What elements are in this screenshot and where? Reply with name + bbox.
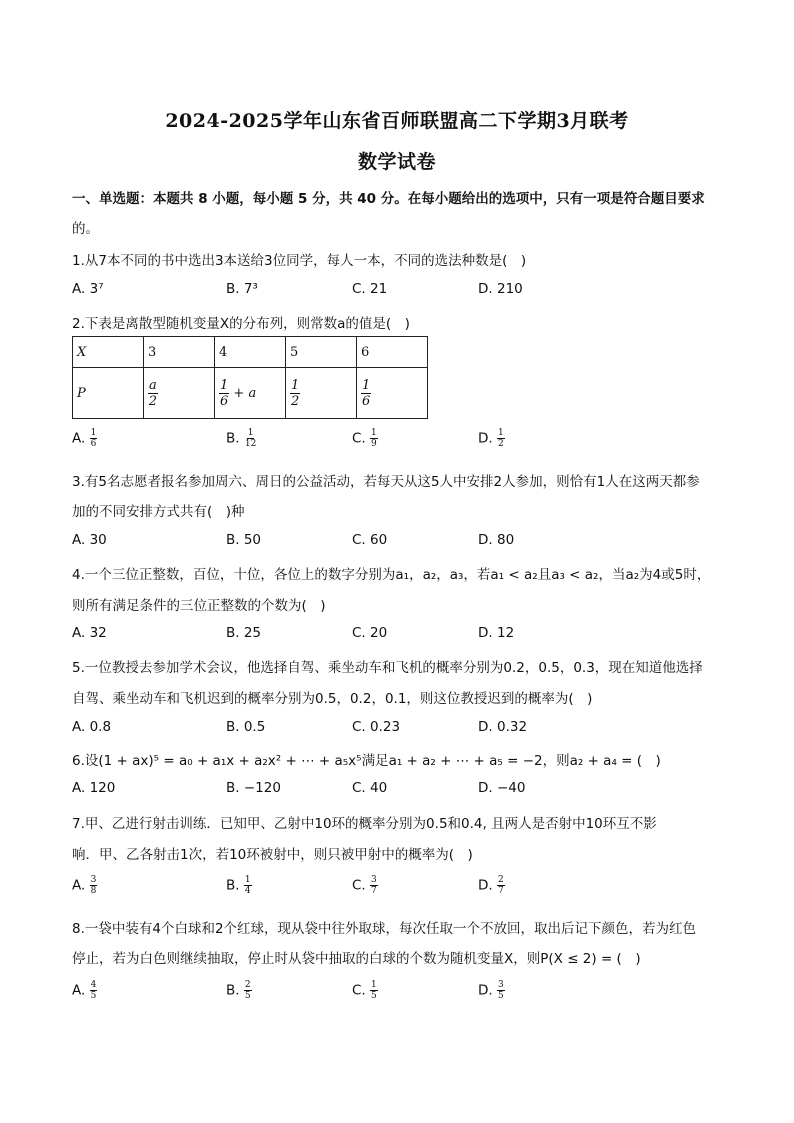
q1-stem: 1.从7本不同的书中选出3本送给3位同学，每人一本，不同的选法种数是( ) — [72, 253, 527, 269]
q6-option-d: D. −40 — [478, 780, 526, 796]
q2-option-b: B. $\frac{1}{12}$ — [226, 428, 257, 449]
q2-stem: 2.下表是离散型随机变量X的分布列，则常数a的值是( ) — [72, 316, 410, 332]
q7-option-b: B. $\frac{1}{4}$ — [226, 875, 251, 896]
q3-option-c: C. 60 — [352, 532, 388, 548]
q6-stem: 6.设(1 + ax)⁵ = a₀ + a₁x + a₂x² + ⋯ + a₅x⁵满足a₁ + a₂ + ⋯ + a₅ = −2，则a₂ + a₄ = ( ) — [72, 753, 661, 769]
table-cell: 3 — [144, 337, 215, 368]
table-cell: 6 — [357, 337, 428, 368]
q1-option-a: A. 3⁷ — [72, 281, 104, 297]
q4-option-c: C. 20 — [352, 625, 388, 641]
q7-stem-line1: 7.甲、乙进行射击训练．已知甲、乙射中10环的概率分别为0.5和0.4, 且两人是否射中10环互不影 — [72, 816, 657, 832]
table-header-p: P — [73, 368, 144, 419]
fraction: $\frac{a}{2}$ — [148, 377, 158, 409]
q8-option-a: A. $\frac{4}{5}$ — [72, 980, 97, 1001]
q2-option-d: D. $\frac{1}{2}$ — [478, 428, 504, 449]
table-row-p — [73, 368, 428, 419]
table-cell: 4 — [215, 337, 286, 368]
table-row-x — [73, 337, 428, 368]
distribution-table — [72, 336, 428, 419]
table-cell: 5 — [286, 337, 357, 368]
q5-stem-line2: 自驾、乘坐动车和飞机迟到的概率分别为0.5，0.2，0.1，则这位教授迟到的概率为( ) — [72, 691, 593, 707]
q2-option-a: A. $\frac{1}{6}$ — [72, 428, 97, 449]
fraction: $\frac{1}{2}$ — [291, 377, 300, 409]
fraction: $\frac{1}{6}$ — [362, 377, 371, 409]
q5-option-d: D. 0.32 — [478, 719, 528, 735]
exam-title: 2024-2025学年山东省百师联盟高二下学期3月联考 — [165, 110, 629, 132]
q8-option-d: D. $\frac{3}{5}$ — [478, 980, 504, 1001]
q1-option-c: C. 21 — [352, 281, 388, 297]
q4-stem-line2: 则所有满足条件的三位正整数的个数为( ) — [72, 598, 326, 614]
q2-option-c: C. $\frac{1}{9}$ — [352, 428, 377, 449]
q8-option-c: C. $\frac{1}{5}$ — [352, 980, 377, 1001]
q5-option-a: A. 0.8 — [72, 719, 112, 735]
q4-option-d: D. 12 — [478, 625, 515, 641]
q5-option-c: C. 0.23 — [352, 719, 401, 735]
q6-option-a: A. 120 — [72, 780, 116, 796]
q4-option-b: B. 25 — [226, 625, 262, 641]
q7-option-d: D. $\frac{2}{7}$ — [478, 875, 504, 896]
q3-option-b: B. 50 — [226, 532, 262, 548]
fraction: $\frac{1}{6}$ — [220, 377, 229, 409]
table-cell — [357, 368, 428, 419]
section-instruction-line1: 一、单选题：本题共 8 小题，每小题 5 分，共 40 分。在每小题给出的选项中，只有一项是符合题目要求 — [72, 191, 705, 207]
q5-stem-line1: 5.一位教授去参加学术会议，他选择自驾、乘坐动车和飞机的概率分别为0.2，0.5，0.3，现在知道他选择 — [72, 660, 703, 676]
exam-subtitle: 数学试卷 — [357, 151, 436, 173]
q4-option-a: A. 32 — [72, 625, 107, 641]
q6-option-b: B. −120 — [226, 780, 281, 796]
q3-stem-line1: 3.有5名志愿者报名参加周六、周日的公益活动，若每天从这5人中安排2人参加，则恰有1人在这两天都参 — [72, 474, 700, 490]
q1-option-b: B. 7³ — [226, 281, 258, 297]
q7-stem-line2: 响．甲、乙各射击1次，若10环被射中，则只被甲射中的概率为( ) — [72, 847, 473, 863]
q3-option-d: D. 80 — [478, 532, 515, 548]
q8-stem-line1: 8.一袋中装有4个白球和2个红球，现从袋中往外取球，每次任取一个不放回，取出后记下颜色，若为红色 — [72, 921, 697, 937]
q7-option-a: A. $\frac{3}{8}$ — [72, 875, 97, 896]
q4-stem-line1: 4.一个三位正整数，百位，十位，各位上的数字分别为a₁，a₂，a₃，若a₁ < a₂且a₃ < a₂，当a₂为4或5时， — [72, 567, 711, 583]
table-header-x: X — [73, 337, 144, 368]
q3-stem-line2: 加的不同安排方式共有( )种 — [72, 504, 245, 520]
q7-option-c: C. $\frac{3}{7}$ — [352, 875, 377, 896]
table-cell — [144, 368, 215, 419]
q3-option-a: A. 30 — [72, 532, 107, 548]
q5-option-b: B. 0.5 — [226, 719, 266, 735]
table-cell — [286, 368, 357, 419]
q6-option-c: C. 40 — [352, 780, 388, 796]
q8-stem-line2: 停止，若为白色则继续抽取，停止时从袋中抽取的白球的个数为随机变量X，则P(X ≤ 2) = ( ) — [72, 951, 641, 967]
section-instruction-line2: 的。 — [72, 221, 99, 237]
q1-option-d: D. 210 — [478, 281, 523, 297]
q8-option-b: B. $\frac{2}{5}$ — [226, 980, 251, 1001]
table-cell: $\frac{1}{6}$ + a — [215, 368, 286, 419]
